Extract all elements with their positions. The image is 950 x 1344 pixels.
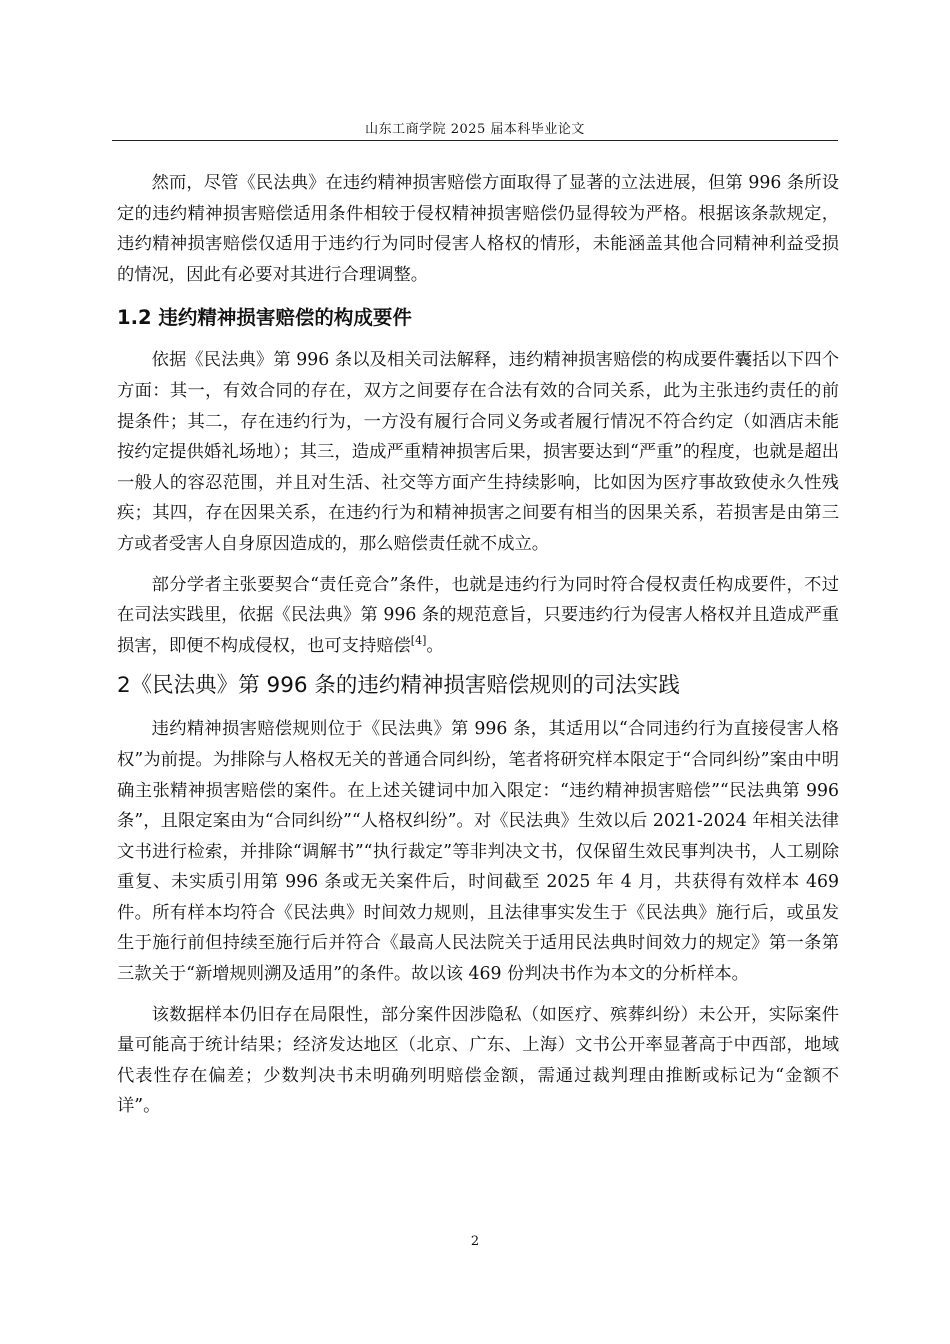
paragraph-4: 违约精神损害赔偿规则位于《民法典》第 996 条，其适用以“合同违约行为直接侵害人格权”为前提。为排除与人格权无关的普通合同纠纷，笔者将研究样本限定于“合同纠纷”案由中明确主张精神损害赔偿的案件。在上述关键词中加入限定：“违约精神损害赔偿”“民法典第 996 条”，且限定案由为“合同纠纷”“人格权纠纷”。对《民法典》生效以后 2021-2024 年相关法律文书进行检索，并排除“调解书”“执行裁定”等非判决文书，仅保留生效民事判决书，人工剔除重复、未实质引用第 996 条或无关案件后，时间截至 2025 年 4 月，共获得有效样本 469 件。所有样本均符合《民法典》时间效力规则，且法律事实发生于《民法典》施行后，或虽发生于施行前但持续至施行后并符合《最高人民法院关于适用民法典时间效力的规定》第一条第三款关于“新增规则溯及适用”的条件。故以该 469 份判决书作为本文的分析样本。	[117, 719, 839, 985]
paragraph-3-text: 部分学者主张要契合“责任竞合”条件，也就是违约行为同时符合侵权责任构成要件，不过在司法实践里，依据《民法典》第 996 条的规范意旨，只要违约行为侵害人格权并且造成严重损害，即便不构成侵权，也可支持赔偿	[117, 574, 839, 656]
paragraph-1: 然而，尽管《民法典》在违约精神损害赔偿方面取得了显著的立法进展，但第 996 条所设定的违约精神损害赔偿适用条件相较于侵权精神损害赔偿仍显得较为严格。根据该条款规定，违约精神损害赔偿仅适用于违约行为同时侵害人格权的情形，未能涵盖其他合同精神利益受损的情况，因此有必要对其进行合理调整。	[117, 173, 839, 285]
page-number: 2	[470, 1234, 480, 1249]
paragraph-3	[117, 570, 839, 662]
citation-4[interactable]: [4]	[410, 633, 427, 647]
paragraph-2: 依据《民法典》第 996 条以及相关司法解释，违约精神损害赔偿的构成要件囊括以下四个方面：其一，有效合同的存在，双方之间要存在合法有效的合同关系，此为主张违约责任的前提条件；其二，存在违约行为，一方没有履行合同义务或者履行情况不符合约定（如酒店未能按约定提供婚礼场地）；其三，造成严重精神损害后果，损害要达到“严重”的程度，也就是超出一般人的容忍范围，并且对生活、社交等方面产生持续影响，比如因为医疗事故致使永久性残疾；其四，存在因果关系，在违约行为和精神损害之间要有相当的因果关系，若损害是由第三方或者受害人自身原因造成的，那么赔偿责任就不成立。	[117, 350, 839, 554]
paragraph-3-end: 。	[426, 635, 444, 656]
header-rule	[112, 140, 838, 141]
paragraph-5: 该数据样本仍旧存在局限性，部分案件因涉隐私（如医疗、殡葬纠纷）未公开，实际案件量可能高于统计结果；经济发达地区（北京、广东、上海）文书公开率显著高于中西部，地域代表性存在偏差；少数判决书未明确列明赔偿金额，需通过裁判理由推断或标记为“金额不详”。	[117, 1004, 839, 1117]
page-body	[117, 168, 839, 1122]
section-heading-2: 2《民法典》第 996 条的违约精神损害赔偿规则的司法实践	[117, 673, 680, 699]
running-header: 山东工商学院 2025 届本科毕业论文	[365, 122, 585, 137]
section-heading-1-2: 1.2 违约精神损害赔偿的构成要件	[117, 306, 412, 330]
